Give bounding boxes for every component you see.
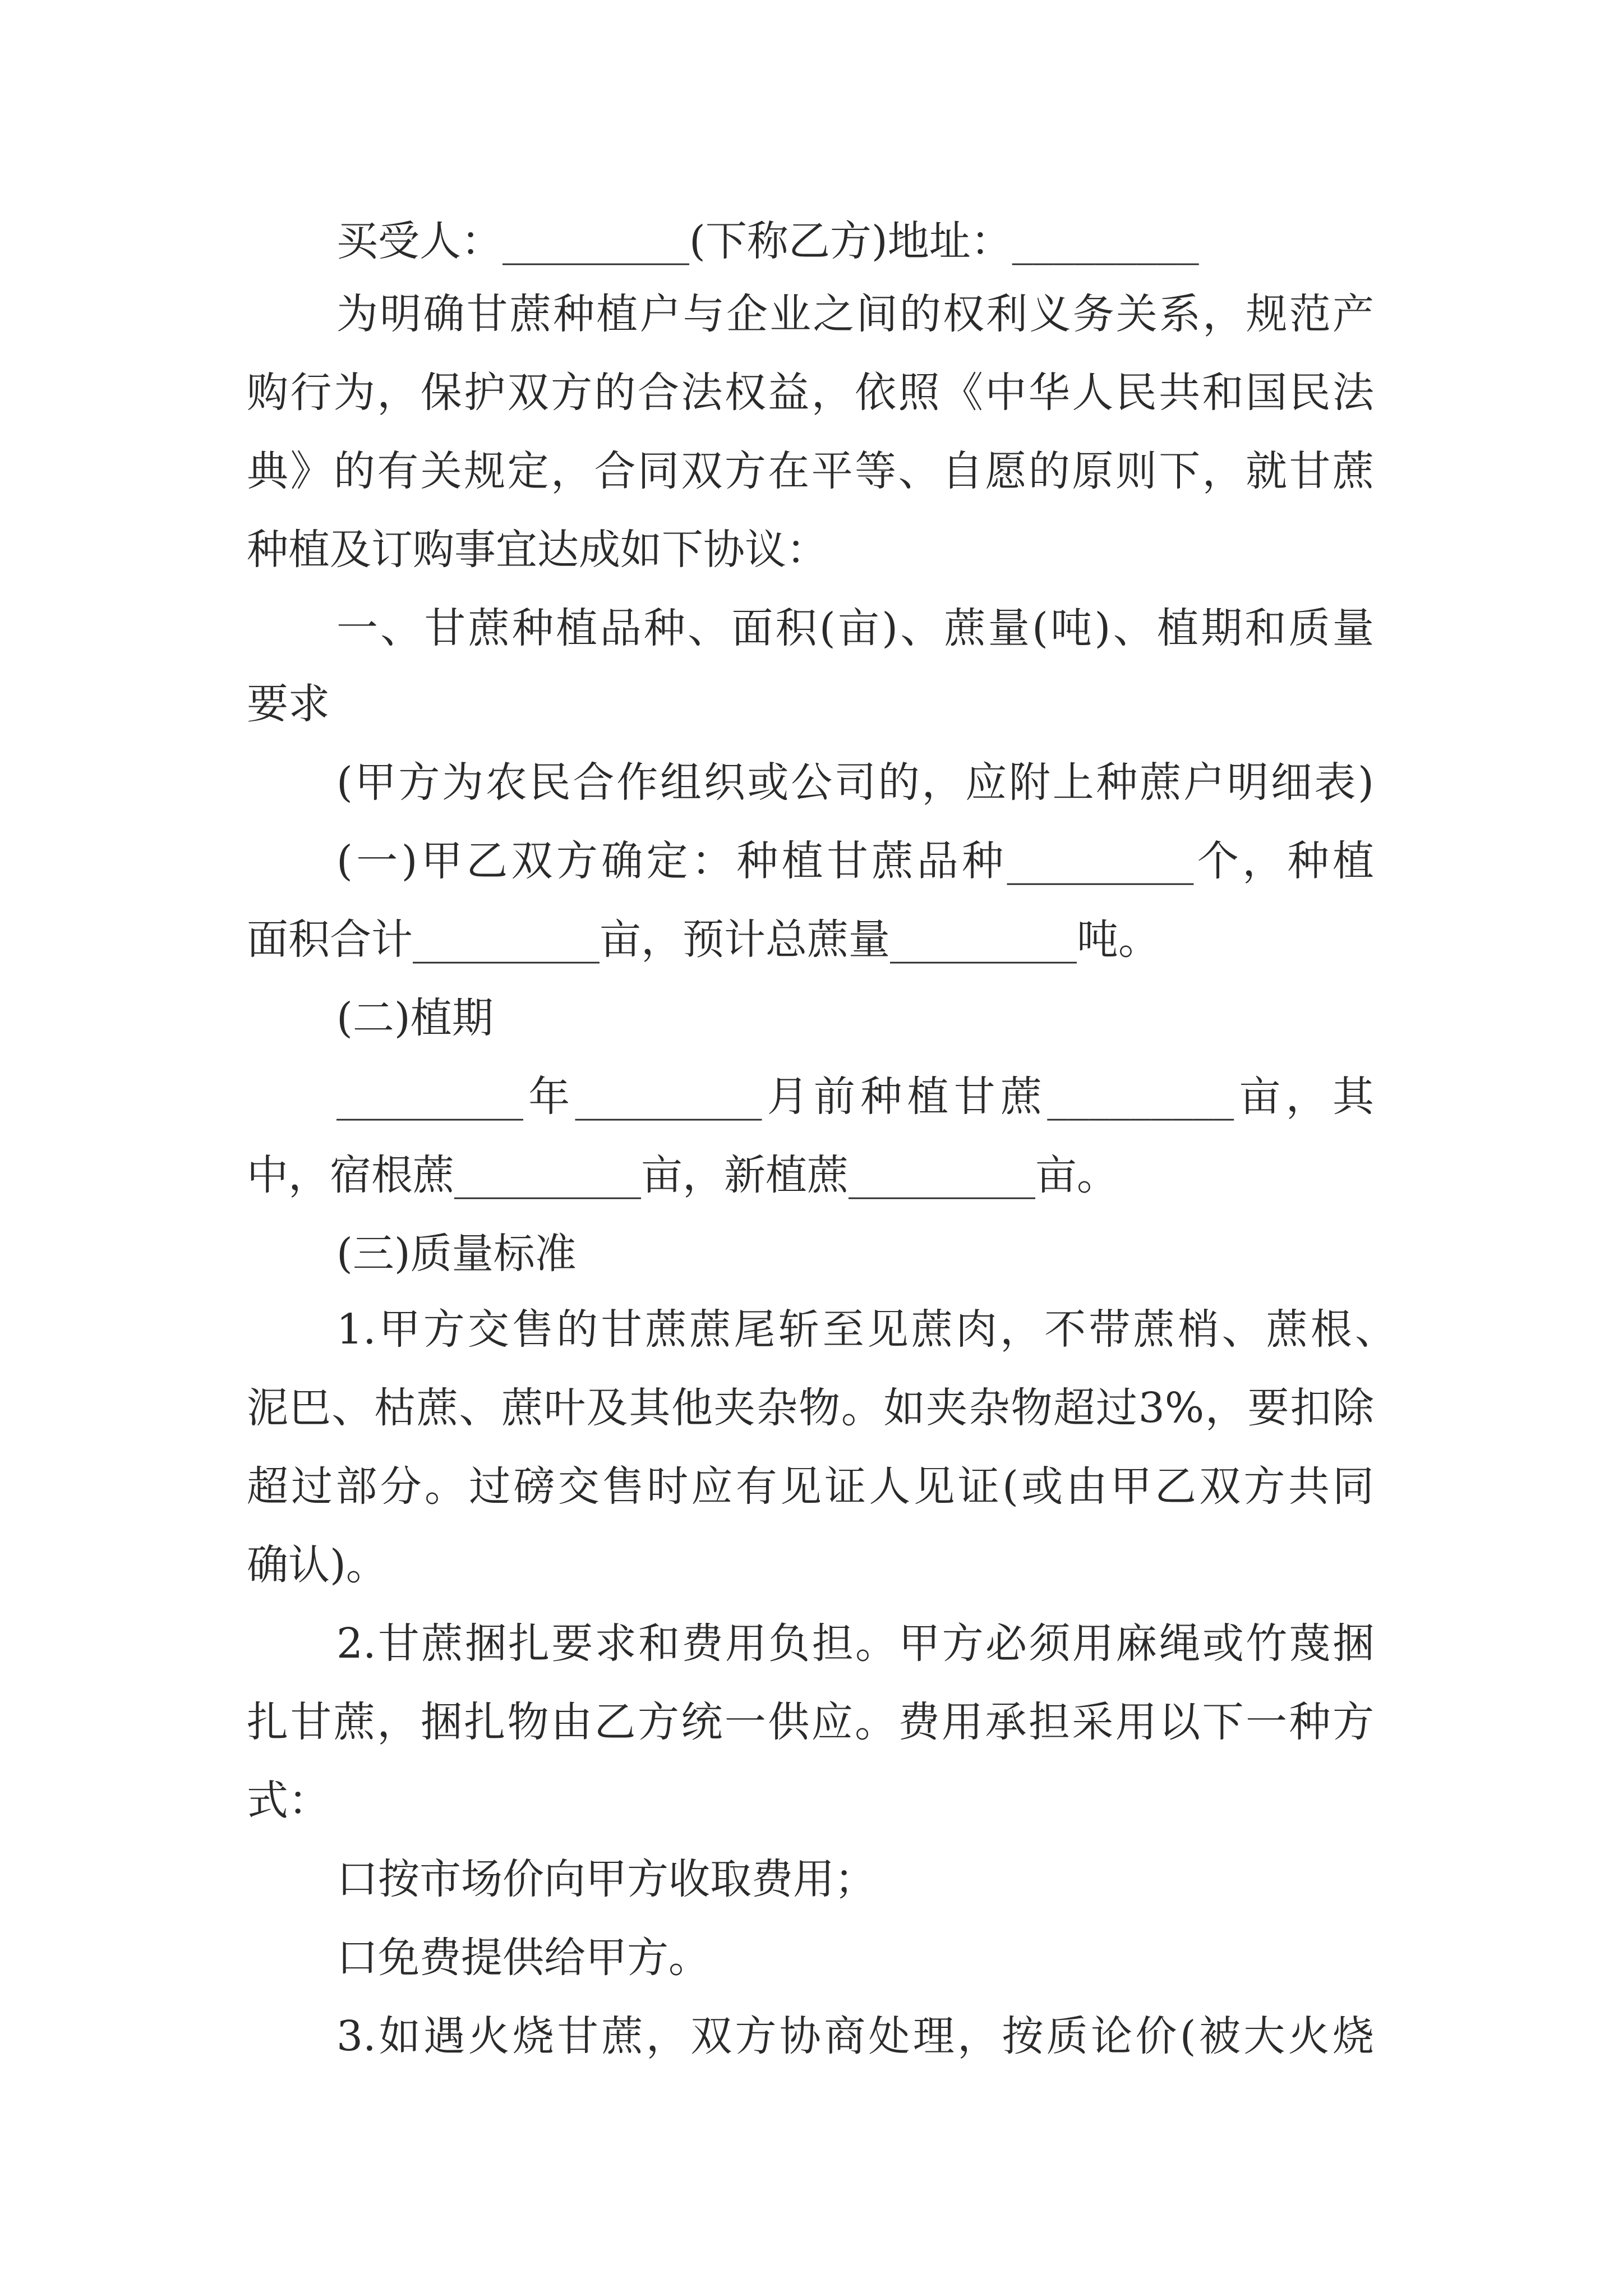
quality-item-1-line-4: 确认)。 (247, 1541, 388, 1589)
clause-1-2-line-1: _________年_________月前种植甘蔗_________亩，其 (336, 1073, 1374, 1121)
preamble-line-2: 购行为，保护双方的合法权益，依照《中华人民共和国民法 (247, 369, 1374, 417)
quality-item-2-line-3: 式： (247, 1777, 330, 1825)
clause-1-2-line-2: 中，宿根蔗_________亩，新植蔗_________亩。 (247, 1151, 1118, 1199)
option-free-supply: 口免费提供给甲方。 (336, 1934, 710, 1982)
section-1-note: (甲方为农民合作组织或公司的，应附上种蔗户明细表) (336, 758, 1374, 807)
section-1-heading: 一、甘蔗种植品种、面积(亩)、蔗量(吨)、植期和质量 (336, 604, 1374, 652)
clause-1-3-heading: (三)质量标准 (336, 1230, 577, 1278)
buyer-address-line: 买受人：_________(下称乙方)地址：_________ (336, 217, 1199, 265)
preamble-line-4: 种植及订购事宜达成如下协议： (247, 526, 828, 574)
preamble-line-1: 为明确甘蔗种植户与企业之间的权利义务关系，规范产 (336, 290, 1374, 338)
option-market-price: 口按市场价向甲方收取费用； (336, 1855, 876, 1903)
clause-1-2-heading: (二)植期 (336, 994, 494, 1042)
preamble-line-3: 典》的有关规定，合同双方在平等、自愿的原则下，就甘蔗 (247, 447, 1374, 495)
quality-item-3-line-1: 3.如遇火烧甘蔗，双方协商处理，按质论价(被大火烧 (336, 2012, 1374, 2060)
section-1-heading-cont: 要求 (247, 680, 330, 728)
quality-item-1-line-1: 1.甲方交售的甘蔗蔗尾斩至见蔗肉，不带蔗梢、蔗根、 (336, 1305, 1396, 1354)
quality-item-2-line-2: 扎甘蔗，捆扎物由乙方统一供应。费用承担采用以下一种方 (247, 1698, 1374, 1746)
quality-item-1-line-3: 超过部分。过磅交售时应有见证人见证(或由甲乙双方共同 (247, 1462, 1374, 1511)
quality-item-1-line-2: 泥巴、枯蔗、蔗叶及其他夹杂物。如夹杂物超过3%，要扣除 (247, 1384, 1374, 1432)
clause-1-1-line-1: (一)甲乙双方确定：种植甘蔗品种_________个，种植 (336, 837, 1374, 885)
clause-1-1-line-2: 面积合计_________亩，预计总蔗量_________吨。 (247, 915, 1160, 964)
quality-item-2-line-1: 2.甘蔗捆扎要求和费用负担。甲方必须用麻绳或竹蔑捆 (336, 1619, 1374, 1668)
